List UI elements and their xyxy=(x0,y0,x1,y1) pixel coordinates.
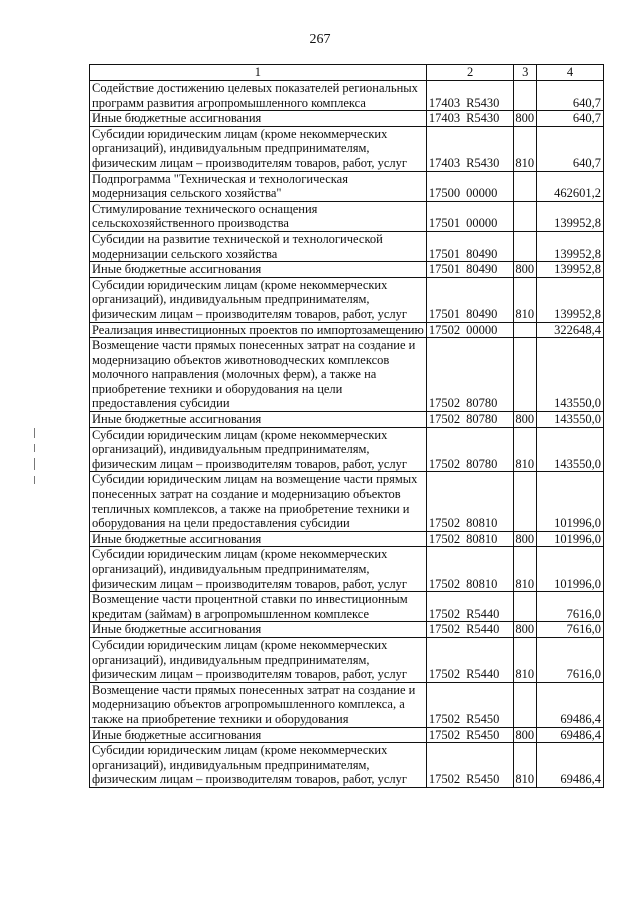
direction-code: R5430 xyxy=(466,95,500,110)
row-amount-cell: 101996,0 xyxy=(537,472,604,531)
direction-code: R5450 xyxy=(466,711,500,726)
target-article-code: 17501 xyxy=(428,246,461,261)
direction-code: 80490 xyxy=(466,246,498,261)
header-cell-2: 2 xyxy=(426,65,514,81)
row-expense-type-cell: 800 xyxy=(514,262,537,278)
row-expense-type-cell xyxy=(514,322,537,338)
target-article-code: 17403 xyxy=(428,111,461,126)
row-code-cell xyxy=(426,637,514,682)
row-code-cell xyxy=(426,277,514,322)
direction-code: R5440 xyxy=(466,667,500,682)
row-amount-cell: 640,7 xyxy=(537,81,604,111)
table-row xyxy=(90,547,604,592)
row-name-cell: Субсидии юридическим лицам (кроме некоммерческих организаций), индивидуальным предпринимателям, физическим лицам – производителям товаров, работ, услуг xyxy=(90,743,427,788)
row-code-cell xyxy=(426,262,514,278)
table-row xyxy=(90,171,604,201)
row-amount-cell: 69486,4 xyxy=(537,743,604,788)
target-article-code: 17502 xyxy=(428,516,461,531)
direction-code: 80810 xyxy=(466,516,498,531)
direction-code: 80810 xyxy=(466,531,498,546)
target-article-code: 17502 xyxy=(428,322,461,337)
table-row xyxy=(90,592,604,622)
direction-code: R5430 xyxy=(466,155,500,170)
row-amount-cell: 101996,0 xyxy=(537,531,604,547)
row-expense-type-cell xyxy=(514,472,537,531)
row-expense-type-cell: 810 xyxy=(514,743,537,788)
row-name-cell: Иные бюджетные ассигнования xyxy=(90,622,427,638)
target-article-code: 17502 xyxy=(428,772,461,787)
table-row xyxy=(90,81,604,111)
target-article-code: 17403 xyxy=(428,155,461,170)
row-code-cell xyxy=(426,682,514,727)
row-code-cell xyxy=(426,338,514,412)
row-name-cell: Субсидии юридическим лицам (кроме некоммерческих организаций), индивидуальным предпринимателям, физическим лицам – производителям товаров, работ, услуг xyxy=(90,427,427,472)
row-name-cell: Иные бюджетные ассигнования xyxy=(90,412,427,428)
target-article-code: 17502 xyxy=(428,396,461,411)
target-article-code: 17501 xyxy=(428,262,461,277)
row-code-cell xyxy=(426,111,514,127)
direction-code: R5450 xyxy=(466,772,500,787)
direction-code: 80780 xyxy=(466,396,498,411)
table-row xyxy=(90,682,604,727)
row-expense-type-cell: 810 xyxy=(514,277,537,322)
row-code-cell xyxy=(426,201,514,231)
row-expense-type-cell: 810 xyxy=(514,547,537,592)
row-name-cell: Подпрограмма "Техническая и технологическая модернизация сельского хозяйства" xyxy=(90,171,427,201)
row-code-cell xyxy=(426,727,514,743)
direction-code: 00000 xyxy=(466,186,498,201)
row-name-cell: Стимулирование технического оснащения сельскохозяйственного производства xyxy=(90,201,427,231)
target-article-code: 17501 xyxy=(428,216,461,231)
row-name-cell: Иные бюджетные ассигнования xyxy=(90,111,427,127)
row-expense-type-cell xyxy=(514,338,537,412)
direction-code: 80780 xyxy=(466,412,498,427)
row-name-cell: Иные бюджетные ассигнования xyxy=(90,262,427,278)
table-row xyxy=(90,637,604,682)
row-expense-type-cell xyxy=(514,231,537,261)
row-amount-cell: 640,7 xyxy=(537,126,604,171)
target-article-code: 17502 xyxy=(428,531,461,546)
row-name-cell: Субсидии на развитие технической и технологической модернизации сельского хозяйства xyxy=(90,231,427,261)
header-cell-4: 4 xyxy=(537,65,604,81)
table-row xyxy=(90,322,604,338)
direction-code: 00000 xyxy=(466,216,498,231)
row-code-cell xyxy=(426,412,514,428)
target-article-code: 17502 xyxy=(428,622,461,637)
row-expense-type-cell xyxy=(514,201,537,231)
row-amount-cell: 322648,4 xyxy=(537,322,604,338)
row-amount-cell: 139952,8 xyxy=(537,277,604,322)
target-article-code: 17502 xyxy=(428,456,461,471)
row-expense-type-cell: 800 xyxy=(514,111,537,127)
table-row xyxy=(90,727,604,743)
row-amount-cell: 101996,0 xyxy=(537,547,604,592)
target-article-code: 17502 xyxy=(428,727,461,742)
row-expense-type-cell: 800 xyxy=(514,622,537,638)
row-name-cell: Содействие достижению целевых показателей региональных программ развития агропромышленного комплекса xyxy=(90,81,427,111)
row-expense-type-cell xyxy=(514,171,537,201)
direction-code: R5440 xyxy=(466,622,500,637)
row-name-cell: Иные бюджетные ассигнования xyxy=(90,531,427,547)
row-amount-cell: 139952,8 xyxy=(537,231,604,261)
row-name-cell: Реализация инвестиционных проектов по импортозамещению xyxy=(90,322,427,338)
row-name-cell: Субсидии юридическим лицам на возмещение части прямых понесенных затрат на создание и модернизацию объектов тепличных комплексов, а также на приобретение техники и оборудования на цели предоставления субсидии xyxy=(90,472,427,531)
row-amount-cell: 143550,0 xyxy=(537,412,604,428)
target-article-code: 17502 xyxy=(428,576,461,591)
row-code-cell xyxy=(426,592,514,622)
row-code-cell xyxy=(426,322,514,338)
table-body xyxy=(90,81,604,788)
row-name-cell: Возмещение части процентной ставки по инвестиционным кредитам (займам) в агропромышленном комплексе xyxy=(90,592,427,622)
row-expense-type-cell: 810 xyxy=(514,126,537,171)
table-row xyxy=(90,231,604,261)
table-header-row xyxy=(90,65,604,81)
direction-code: 80780 xyxy=(466,456,498,471)
row-code-cell xyxy=(426,622,514,638)
page-number: 267 xyxy=(309,32,331,47)
row-code-cell xyxy=(426,126,514,171)
row-amount-cell: 462601,2 xyxy=(537,171,604,201)
row-name-cell: Субсидии юридическим лицам (кроме некоммерческих организаций), индивидуальным предпринимателям, физическим лицам – производителям товаров, работ, услуг xyxy=(90,637,427,682)
row-expense-type-cell xyxy=(514,592,537,622)
row-amount-cell: 7616,0 xyxy=(537,637,604,682)
direction-code: R5440 xyxy=(466,606,500,621)
table-row xyxy=(90,622,604,638)
row-amount-cell: 7616,0 xyxy=(537,592,604,622)
table-row xyxy=(90,472,604,531)
table-row xyxy=(90,338,604,412)
row-amount-cell: 69486,4 xyxy=(537,727,604,743)
direction-code: 80490 xyxy=(466,306,498,321)
row-name-cell: Иные бюджетные ассигнования xyxy=(90,727,427,743)
table-row xyxy=(90,262,604,278)
row-expense-type-cell xyxy=(514,81,537,111)
row-amount-cell: 143550,0 xyxy=(537,427,604,472)
row-amount-cell: 640,7 xyxy=(537,111,604,127)
budget-table xyxy=(89,64,604,788)
row-expense-type-cell: 800 xyxy=(514,531,537,547)
header-cell-3: 3 xyxy=(514,65,537,81)
table-row xyxy=(90,277,604,322)
row-amount-cell: 139952,8 xyxy=(537,262,604,278)
target-article-code: 17502 xyxy=(428,412,461,427)
row-name-cell: Субсидии юридическим лицам (кроме некоммерческих организаций), индивидуальным предпринимателям, физическим лицам – производителям товаров, работ, услуг xyxy=(90,277,427,322)
direction-code: R5450 xyxy=(466,727,500,742)
row-amount-cell: 143550,0 xyxy=(537,338,604,412)
target-article-code: 17502 xyxy=(428,711,461,726)
direction-code: 00000 xyxy=(466,322,498,337)
row-code-cell xyxy=(426,231,514,261)
table-row xyxy=(90,743,604,788)
row-name-cell: Субсидии юридическим лицам (кроме некоммерческих организаций), индивидуальным предпринимателям, физическим лицам – производителям товаров, работ, услуг xyxy=(90,547,427,592)
row-expense-type-cell: 810 xyxy=(514,637,537,682)
row-name-cell: Возмещение части прямых понесенных затрат на создание и модернизацию объектов животноводческих комплексов молочного направления (молочных ферм), а также на приобретение техники и оборудования на цели предоставления субсидии xyxy=(90,338,427,412)
row-code-cell xyxy=(426,427,514,472)
row-expense-type-cell: 800 xyxy=(514,727,537,743)
target-article-code: 17502 xyxy=(428,606,461,621)
row-code-cell xyxy=(426,472,514,531)
row-amount-cell: 139952,8 xyxy=(537,201,604,231)
table-row xyxy=(90,412,604,428)
row-expense-type-cell: 800 xyxy=(514,412,537,428)
direction-code: R5430 xyxy=(466,111,500,126)
row-code-cell xyxy=(426,531,514,547)
row-amount-cell: 69486,4 xyxy=(537,682,604,727)
margin-marks xyxy=(34,428,40,488)
row-name-cell: Субсидии юридическим лицам (кроме некоммерческих организаций), индивидуальным предпринимателям, физическим лицам – производителям товаров, работ, услуг xyxy=(90,126,427,171)
row-amount-cell: 7616,0 xyxy=(537,622,604,638)
target-article-code: 17500 xyxy=(428,186,461,201)
row-code-cell xyxy=(426,81,514,111)
row-code-cell xyxy=(426,547,514,592)
row-code-cell xyxy=(426,171,514,201)
table-row xyxy=(90,126,604,171)
table-row xyxy=(90,201,604,231)
row-code-cell xyxy=(426,743,514,788)
row-expense-type-cell xyxy=(514,682,537,727)
target-article-code: 17502 xyxy=(428,667,461,682)
target-article-code: 17403 xyxy=(428,95,461,110)
row-expense-type-cell: 810 xyxy=(514,427,537,472)
table-row xyxy=(90,531,604,547)
direction-code: 80810 xyxy=(466,576,498,591)
row-name-cell: Возмещение части прямых понесенных затрат на создание и модернизацию объектов агропромышленного комплекса, а также на приобретение техники и оборудования xyxy=(90,682,427,727)
table-row xyxy=(90,427,604,472)
header-cell-1: 1 xyxy=(90,65,427,81)
table-row xyxy=(90,111,604,127)
direction-code: 80490 xyxy=(466,262,498,277)
target-article-code: 17501 xyxy=(428,306,461,321)
